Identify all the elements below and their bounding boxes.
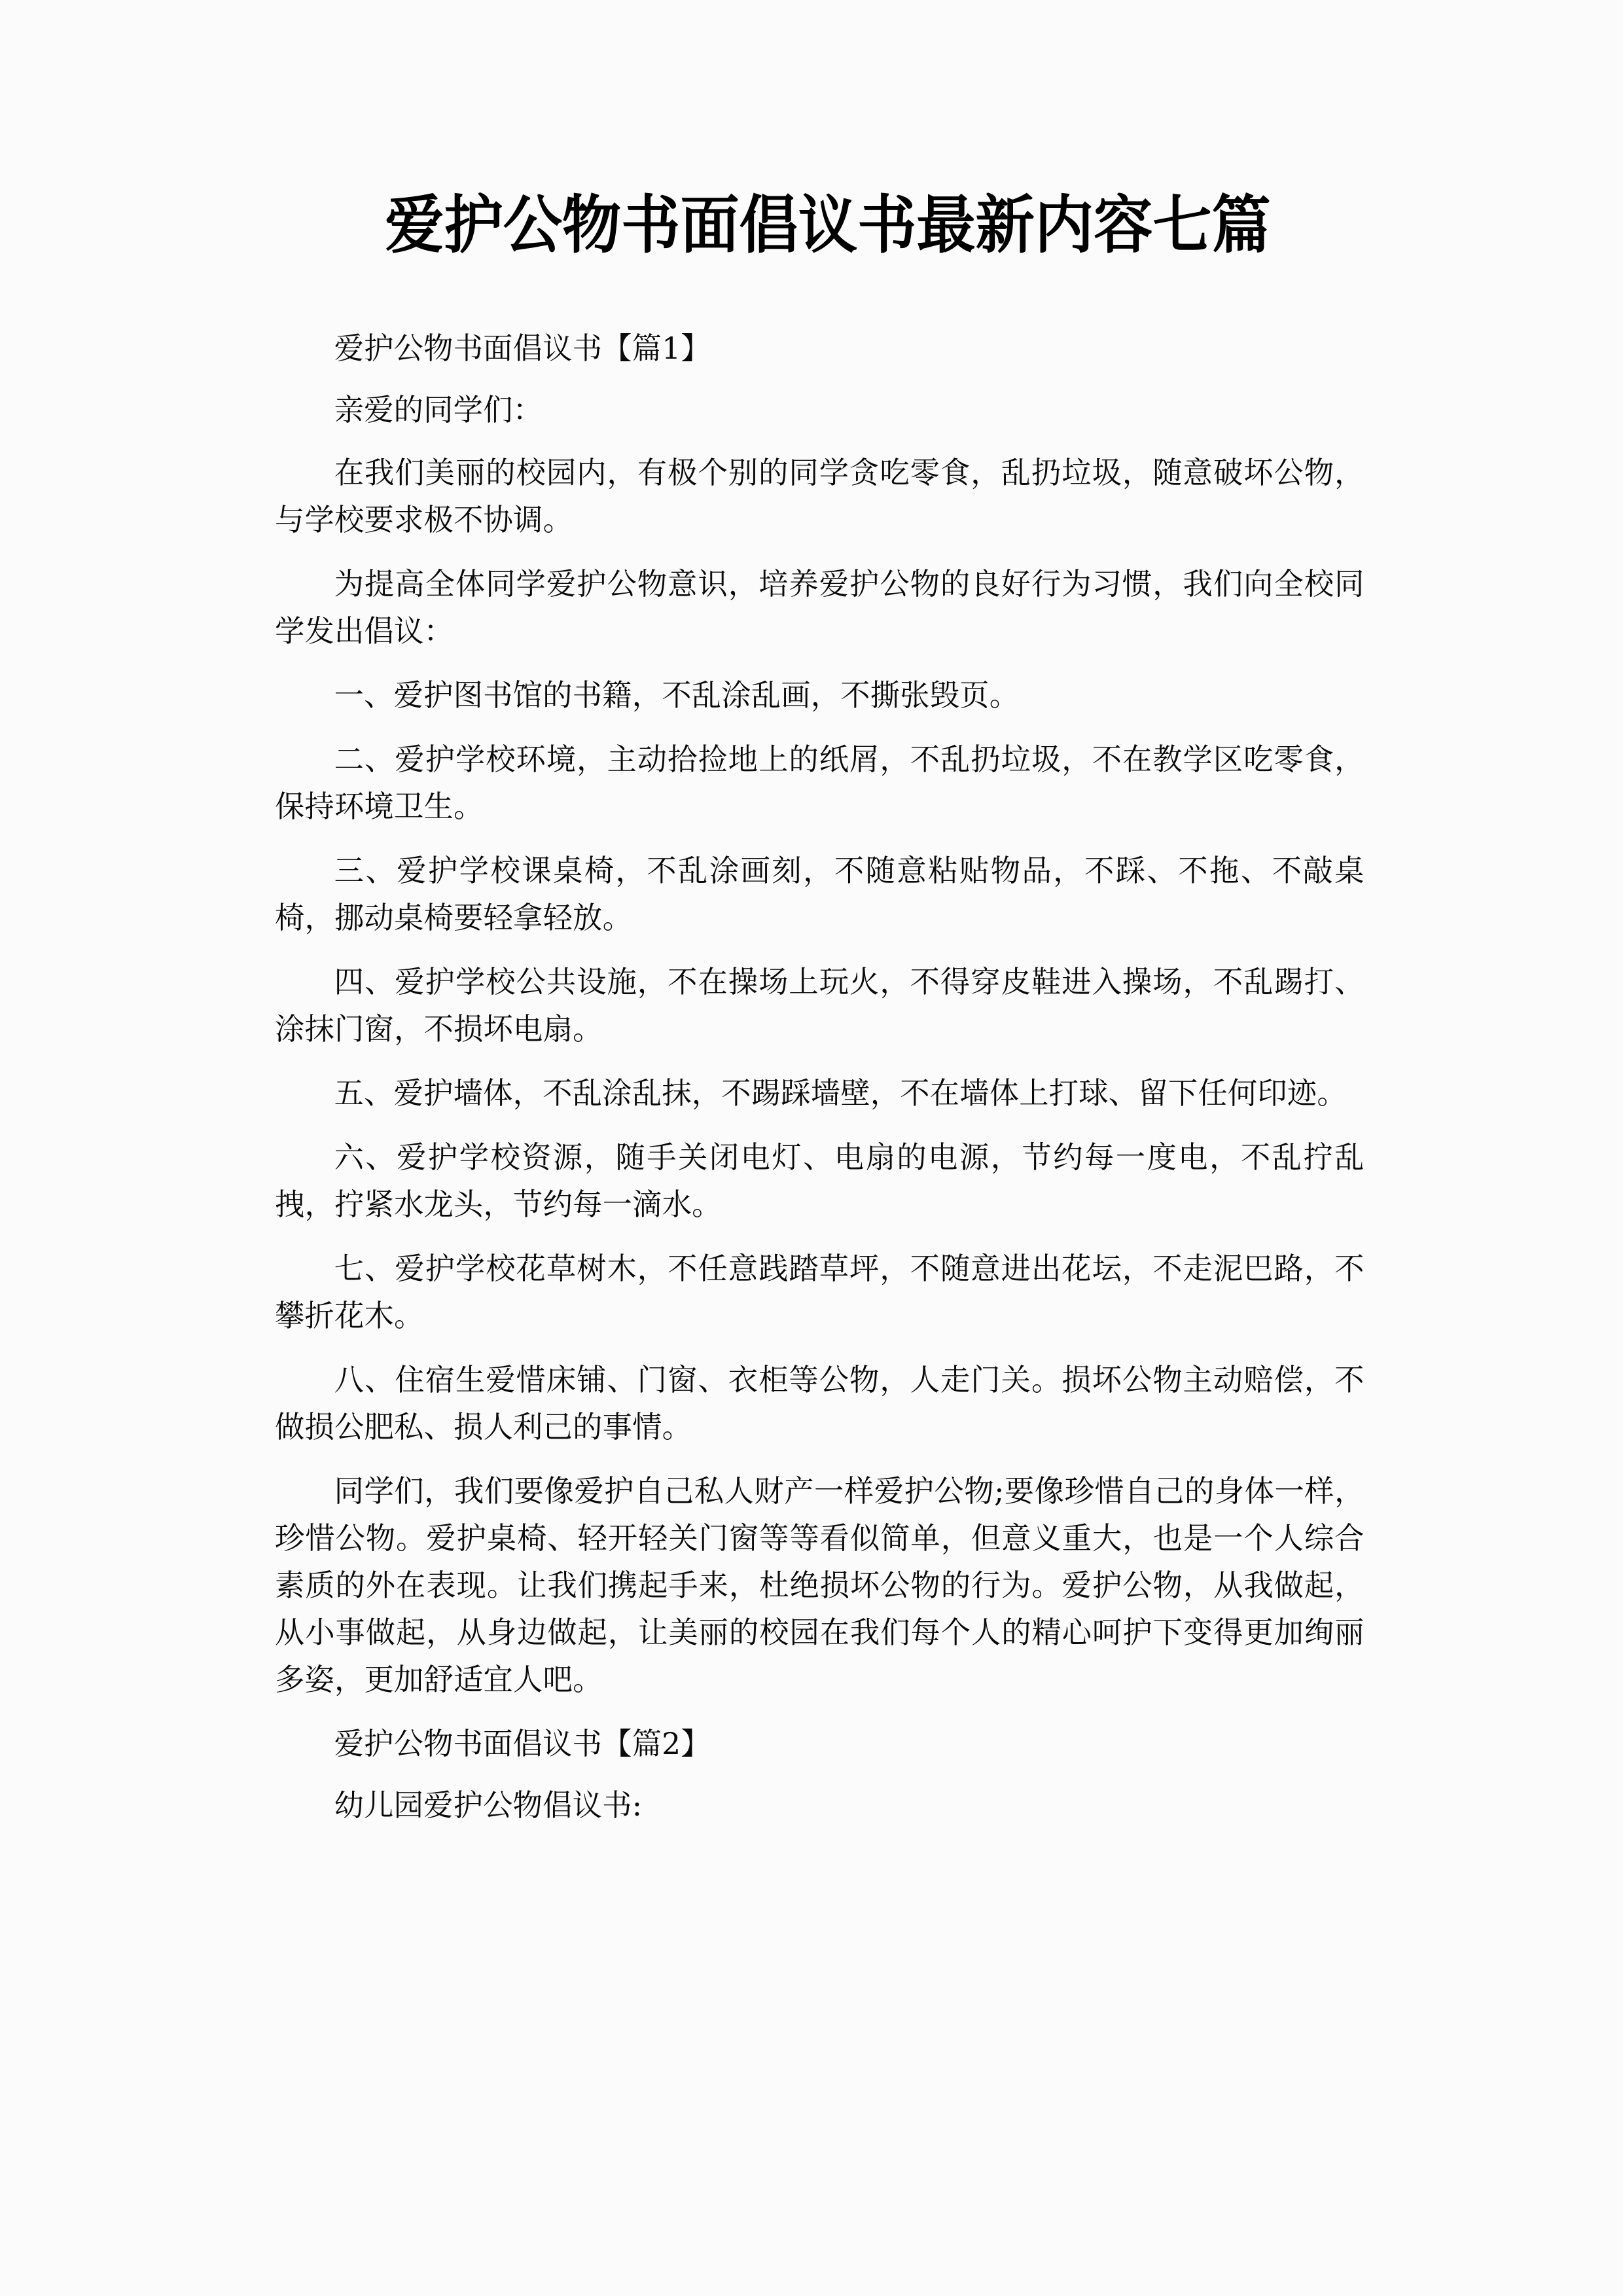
document-body (275, 325, 1381, 1829)
section-2-subtitle: 幼儿园爱护公物倡议书: (334, 1787, 643, 1823)
section-heading-piece-2: 爱护公物书面倡议书【篇2】 (334, 1726, 711, 1761)
section-heading-piece-1: 爱护公物书面倡议书【篇1】 (334, 331, 711, 366)
paragraph-purpose: 为提高全体同学爱护公物意识，培养爱护公物的良好行为习惯，我们向全校同学发出倡议： (275, 566, 1364, 649)
paragraph-closing: 同学们，我们要像爱护自己私人财产一样爱护公物;要像珍惜自己的身体一样，珍惜公物。爱护桌椅、轻开轻关门窗等等看似简单，但意义重大，也是一个人综合素质的外在表现。让我们携起手来，杜绝损坏公物的行为。爱护公物，从我做起，从小事做起，从身边做起，让美丽的校园在我们每个人的精心呵护下变得更加绚丽多姿，更加舒适宜人吧。 (275, 1473, 1364, 1697)
page-content (275, 0, 1381, 1829)
proposal-item-4: 四、爱护学校公共设施，不在操场上玩火，不得穿皮鞋进入操场，不乱踢打、涂抹门窗，不损坏电扇。 (275, 964, 1364, 1047)
proposal-item-2: 二、爱护学校环境，主动拾捡地上的纸屑，不乱扔垃圾，不在教学区吃零食，保持环境卫生。 (275, 742, 1364, 824)
paragraph-introduction: 在我们美丽的校园内，有极个别的同学贪吃零食，乱扔垃圾，随意破坏公物，与学校要求极不协调。 (275, 455, 1364, 537)
page-title: 爱护公物书面倡议书最新内容七篇 (385, 188, 1271, 262)
proposal-item-7: 七、爱护学校花草树木，不任意践踏草坪，不随意进出花坛，不走泥巴路，不攀折花木。 (275, 1251, 1364, 1333)
salutation-students: 亲爱的同学们： (334, 392, 543, 427)
proposal-item-6: 六、爱护学校资源，随手关闭电灯、电扇的电源，节约每一度电，不乱拧乱拽，拧紧水龙头，节约每一滴水。 (275, 1139, 1364, 1222)
proposal-item-5: 五、爱护墙体，不乱涂乱抹，不踢踩墙壁，不在墙体上打球、留下任何印迹。 (334, 1075, 1347, 1111)
proposal-item-8: 八、住宿生爱惜床铺、门窗、衣柜等公物，人走门关。损坏公物主动赔偿，不做损公肥私、损人利己的事情。 (275, 1362, 1364, 1444)
proposal-item-3: 三、爱护学校课桌椅，不乱涂画刻，不随意粘贴物品，不踩、不拖、不敲桌椅，挪动桌椅要轻拿轻放。 (275, 853, 1364, 935)
proposal-item-1: 一、爱护图书馆的书籍，不乱涂乱画，不撕张毁页。 (334, 677, 1020, 713)
